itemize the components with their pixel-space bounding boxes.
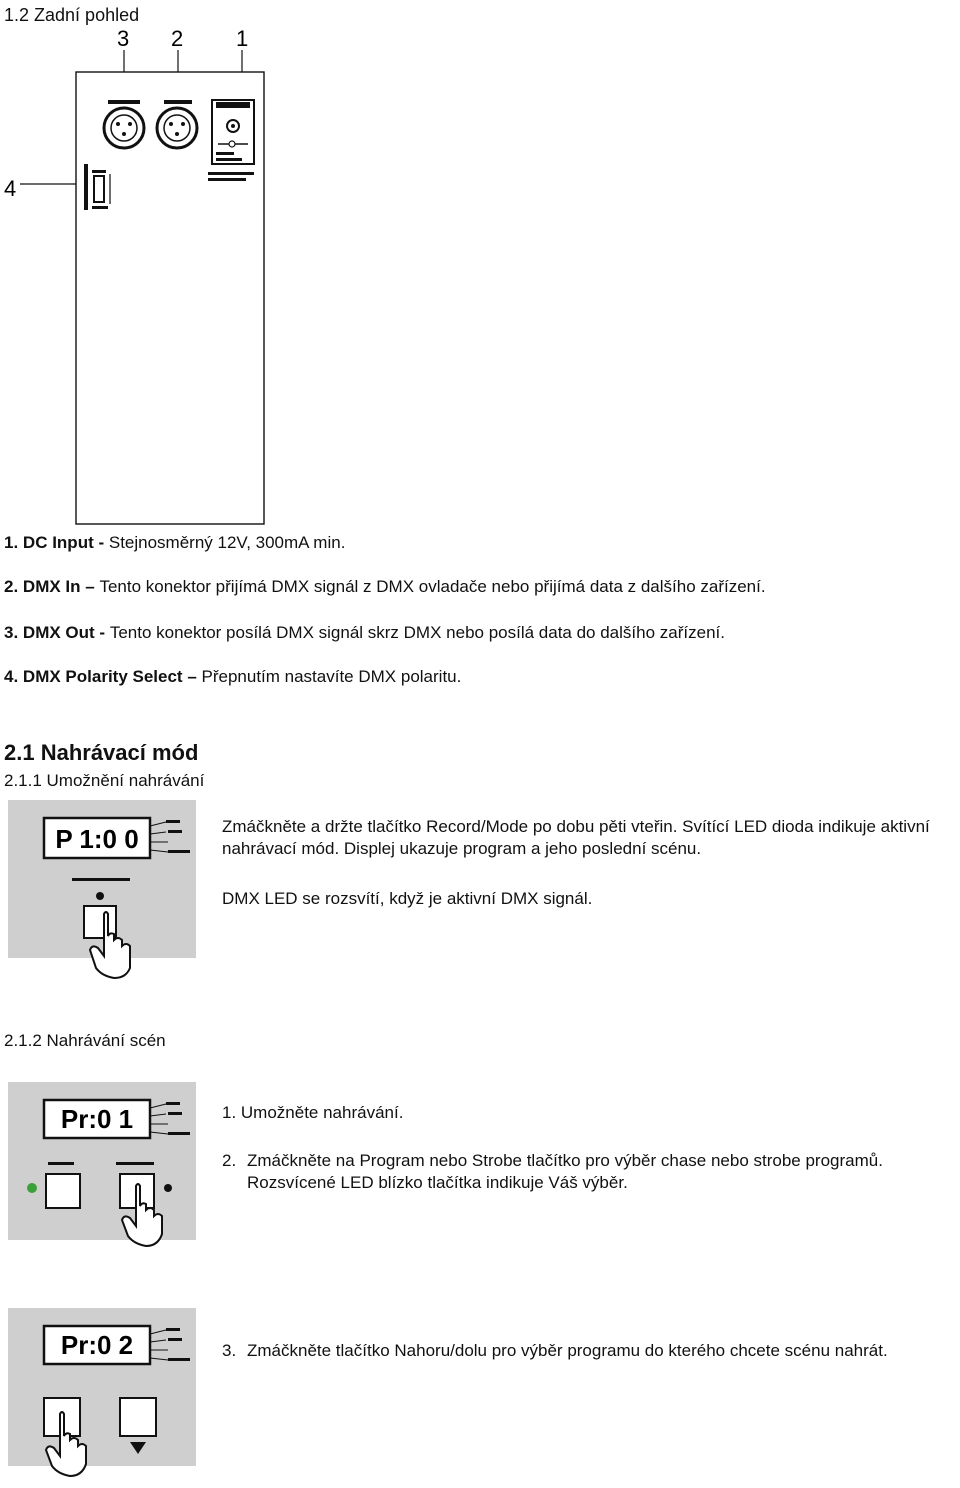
program-led bbox=[164, 1184, 172, 1192]
scene-panel-1 bbox=[8, 1082, 196, 1240]
scene-recording-subtitle: 2.1.2 Nahrávání scén bbox=[4, 1031, 166, 1050]
polarity-switch bbox=[94, 176, 104, 202]
list-item-dmx-in: 2. DMX In – Tento konektor přijímá DMX signál z DMX ovladače nebo přijímá data z dalšího zařízení. bbox=[4, 577, 766, 596]
callout-2: 2 bbox=[171, 26, 184, 51]
scene-step-2-num: 2. bbox=[222, 1151, 237, 1170]
record-mode-subtitle: 2.1.1 Umožnění nahrávání bbox=[4, 771, 205, 790]
scene-panel-2 bbox=[8, 1308, 196, 1466]
scene-step-3: Zmáčkněte tlačítko Nahoru/dolu pro výběr programu do kterého chcete scénu nahrát. bbox=[247, 1341, 888, 1360]
strobe-button[interactable] bbox=[46, 1174, 80, 1208]
down-arrow-icon bbox=[130, 1442, 146, 1454]
down-button[interactable] bbox=[120, 1398, 156, 1436]
scene-step-3-num: 3. bbox=[222, 1341, 237, 1360]
record-led bbox=[96, 892, 104, 900]
lcd-readout: Pr:0 2 bbox=[60, 1330, 134, 1360]
record-mode-panel bbox=[8, 800, 196, 958]
record-mode-paragraph-1: Zmáčkněte a držte tlačítko Record/Mode po dobu pěti vteřin. Svítící LED dioda indikuje aktivní nahrávací mód. Displej ukazuje program a jeho poslední scénu. bbox=[222, 817, 930, 858]
record-mode-title: 2.1 Nahrávací mód bbox=[4, 740, 199, 765]
callout-3: 3 bbox=[117, 26, 130, 51]
callout-1: 1 bbox=[236, 26, 249, 51]
dmx-out-connector bbox=[104, 108, 144, 148]
strobe-led bbox=[27, 1183, 37, 1193]
list-item-dc-input: 1. DC Input - Stejnosměrný 12V, 300mA min. bbox=[4, 533, 346, 552]
list-item-polarity: 4. DMX Polarity Select – Přepnutím nastavíte DMX polaritu. bbox=[4, 667, 462, 686]
back-panel-figure bbox=[0, 24, 280, 529]
section-title: 1.2 Zadní pohled bbox=[4, 5, 140, 25]
list-item-dmx-out: 3. DMX Out - Tento konektor posílá DMX signál skrz DMX nebo posílá data do dalšího zařízení. bbox=[4, 623, 725, 642]
scene-step-1: 1. Umožněte nahrávání. bbox=[222, 1103, 404, 1122]
lcd-readout: P 1:0 0 bbox=[55, 824, 139, 854]
record-mode-paragraph-2: DMX LED se rozsvítí, když je aktivní DMX signál. bbox=[222, 889, 593, 908]
scene-step-2: Zmáčkněte na Program nebo Strobe tlačítko pro výběr chase nebo strobe programů. Rozsvícené LED blízko tlačítka indikuje Váš výběr. bbox=[247, 1151, 883, 1192]
lcd-readout: Pr:0 1 bbox=[60, 1104, 134, 1134]
dmx-in-connector bbox=[157, 108, 197, 148]
callout-4: 4 bbox=[4, 176, 17, 201]
